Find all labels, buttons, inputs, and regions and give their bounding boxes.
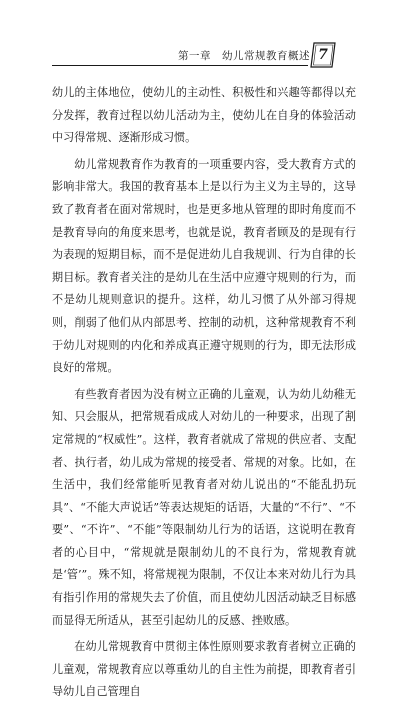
body-text <box>52 82 356 704</box>
page-number: 7 <box>318 47 328 63</box>
paragraph: 幼儿常规教育作为教育的一项重要内容，受大教育方式的影响非常大。我国的教育基本上是以行为主义为主导的，这导致了教育者在面对常规时，也是更多地从管理的即时角度而不是教育导向的角度来思考，也就是说，教育者顾及的是现有行为表现的短期目标，而不是促进幼儿自我规训、行为自律的长期目标。教育者关注的是幼儿在生活中应遵守规则的行为，而不是幼儿规则意识的提升。这样，幼儿习惯了从外部习得规则，削弱了他们从内部思考、控制的动机，这种常规教育不利于幼儿对规则的内化和养成真正遵守规则的行为，即无法形成良好的常规。 <box>52 157 356 375</box>
paragraph: 在幼儿常规教育中贯彻主体性原则要求教育者树立正确的儿童观，常规教育应以尊重幼儿的自主性为前提，即教育者引导幼儿自己管理自 <box>52 640 356 699</box>
chapter-title: 第一章 幼儿常规教育概述 <box>178 50 310 62</box>
page-number-badge <box>310 42 336 68</box>
page-header <box>0 42 400 68</box>
paragraph: 幼儿的主体地位，使幼儿的主动性、积极性和兴趣等都得以充分发挥，教育过程以幼儿活动为主，使幼儿在自身的体验活动中习得常规、逐渐形成习惯。 <box>52 86 356 145</box>
header-rule <box>52 65 308 66</box>
paragraph: 有些教育者因为没有树立正确的儿童观，认为幼儿幼稚无知、只会服从，把常规看成成人对幼儿的一种要求，出现了割定常规的“权威性”。这样，教育者就成了常规的供应者、支配者、执行者，幼儿成为常规的接受者、常规的对象。比如，在生活中，我们经常能听见教育者对幼儿说出的“不能乱扔玩具”、“不能大声说话”等表达规矩的话语，大量的“不行”、“不要”、“不许”、“不能”等限制幼儿行为的话语，这说明在教育者的心目中，“常规就是限制幼儿的不良行为，常规教育就是‘管’”。殊不知，将常规视为限制，不仅让本来对幼儿行为具有指引作用的常规失去了价值，而且使幼儿因活动缺乏目标感而显得无所适从，甚至引起幼儿的反感、挫败感。 <box>52 387 356 627</box>
